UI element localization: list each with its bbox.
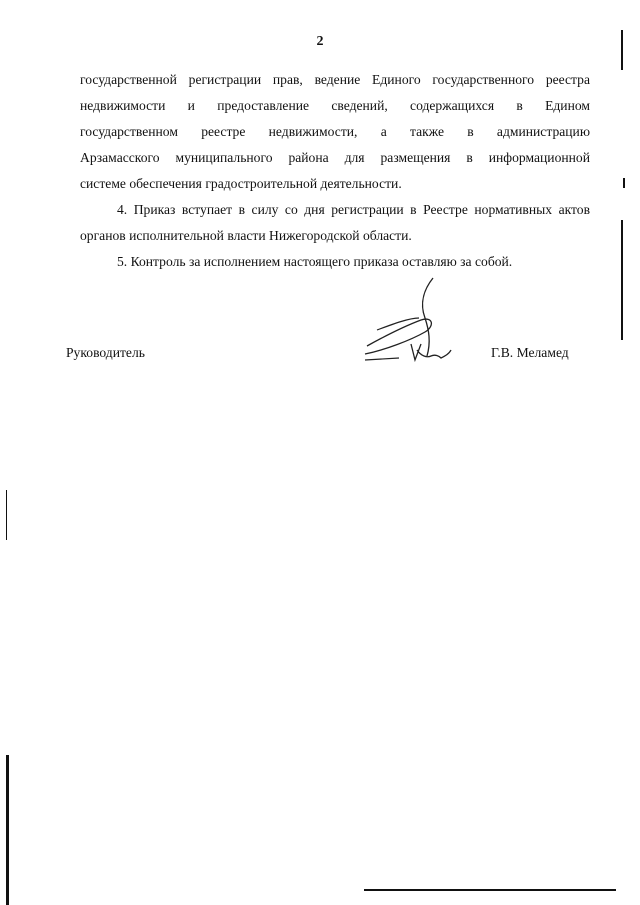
paragraph-line: 5. Контроль за исполнением настоящего приказа оставляю за собой. — [117, 254, 513, 269]
scan-edge-mark — [623, 178, 625, 188]
paragraph-line: органов исполнительной власти Нижегородской области. — [80, 228, 412, 243]
scan-edge-mark — [364, 889, 616, 891]
paragraph-line: недвижимости и предоставление сведений, содержащихся в Едином — [80, 98, 590, 113]
paragraph-line: государственной регистрации прав, ведение Единого государственного реестра — [80, 72, 590, 87]
scan-edge-mark — [6, 755, 9, 905]
scan-edge-mark — [621, 30, 623, 70]
signature-position-label: Руководитель — [66, 345, 145, 360]
page-number: 2 — [316, 34, 324, 49]
handwritten-signature — [355, 270, 465, 375]
scan-edge-mark — [6, 490, 7, 540]
paragraph-line: системе обеспечения градостроительной деятельности. — [80, 176, 402, 191]
paragraph-line: государственном реестре недвижимости, а также в администрацию — [80, 124, 590, 139]
scan-edge-mark — [621, 220, 623, 340]
paragraph-line: 4. Приказ вступает в силу со дня регистрации в Реестре нормативных актов — [117, 202, 590, 217]
paragraph-line: Арзамасского муниципального района для размещения в информационной — [80, 150, 590, 165]
signature-name: Г.В. Меламед — [491, 345, 569, 360]
